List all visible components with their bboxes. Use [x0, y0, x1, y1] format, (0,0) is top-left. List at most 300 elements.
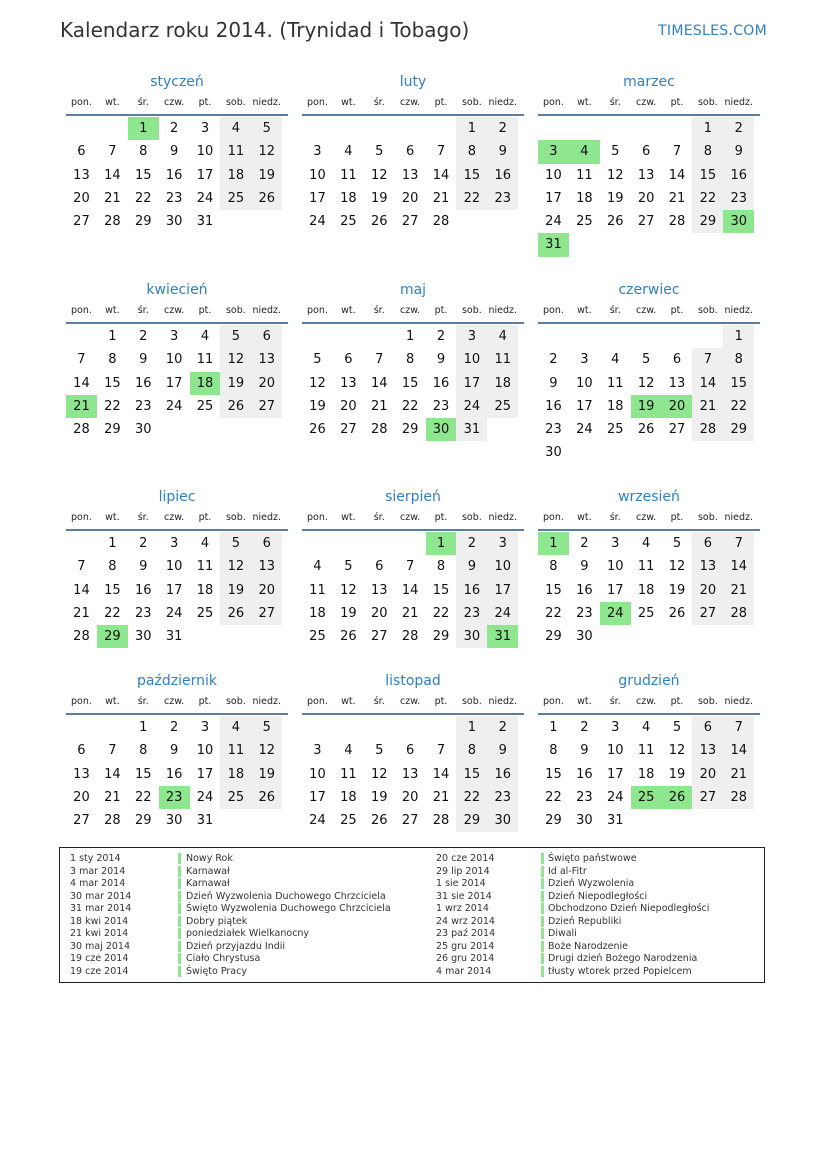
weekday-label: wt.: [577, 696, 592, 707]
day-cell: 14: [668, 167, 686, 183]
day-cell: 14: [692, 372, 723, 395]
days-grid: [302, 325, 524, 441]
day-cell: 8: [405, 352, 415, 368]
day-cell: 11: [340, 766, 357, 782]
day-cell: 15: [545, 766, 562, 782]
day-cell: 13: [73, 766, 90, 782]
day-cell: 19: [340, 605, 357, 621]
weekday-label: pt.: [434, 512, 448, 523]
day-cell: 22: [692, 187, 723, 210]
month-name: marzec: [623, 74, 675, 90]
day-cell: 18: [606, 398, 624, 414]
month-name: lipiec: [158, 489, 196, 505]
day-cell: 11: [220, 739, 251, 762]
weekday-label: sob.: [225, 696, 246, 707]
day-cell: 23: [487, 786, 518, 809]
day-cell: 5: [313, 352, 322, 368]
day-cell: 12: [637, 375, 655, 391]
day-cell: 3: [580, 352, 589, 368]
day-cell: 18: [637, 582, 655, 598]
day-cell: 24: [487, 602, 518, 625]
day-cell: 15: [104, 582, 121, 598]
day-cell: 30: [576, 629, 593, 645]
legend-holiday-name: Święto państwowe: [548, 853, 637, 864]
day-cell: 7: [108, 743, 117, 759]
day-cell: 9: [169, 144, 179, 160]
day-cell: 3: [169, 329, 179, 344]
day-cell: 21: [692, 395, 723, 418]
day-cell: 12: [309, 375, 326, 391]
weekday-label: niedz.: [724, 97, 754, 108]
holiday-day-cell: 21: [66, 395, 97, 418]
day-cell: 13: [401, 167, 419, 183]
day-cell: 7: [108, 144, 117, 160]
weekday-label: pon.: [71, 305, 92, 316]
day-cell: 9: [487, 739, 518, 762]
day-cell: 15: [723, 372, 754, 395]
day-cell: 23: [487, 187, 518, 210]
weekday-label: niedz.: [252, 512, 282, 523]
day-cell: 2: [169, 720, 179, 735]
day-cell: 14: [723, 739, 754, 762]
weekday-header: [66, 302, 288, 324]
day-cell: 28: [432, 214, 450, 230]
day-cell: 16: [432, 375, 450, 391]
day-cell: 30: [576, 813, 593, 829]
day-cell: 2: [456, 532, 487, 555]
day-cell: 15: [456, 164, 487, 187]
day-cell: 29: [134, 813, 152, 829]
month-block: [538, 281, 760, 465]
day-cell: 28: [723, 786, 754, 809]
day-cell: 15: [104, 375, 121, 391]
day-cell: 27: [251, 602, 282, 625]
day-cell: 19: [668, 766, 686, 782]
weekday-label: śr.: [137, 512, 149, 523]
day-cell: 2: [549, 352, 558, 368]
weekday-label: śr.: [137, 696, 149, 707]
day-cell: 9: [580, 559, 589, 575]
day-cell: 23: [723, 187, 754, 210]
day-cell: 2: [580, 536, 589, 551]
day-cell: 18: [637, 766, 655, 782]
day-cell: 30: [545, 445, 562, 461]
day-cell: 28: [73, 422, 90, 438]
day-cell: 22: [432, 605, 450, 621]
weekday-label: czw.: [400, 696, 421, 707]
day-cell: 19: [370, 789, 388, 805]
day-cell: 26: [309, 422, 326, 438]
day-cell: 4: [220, 716, 251, 739]
day-cell: 29: [545, 813, 562, 829]
weekday-label: pon.: [543, 696, 564, 707]
day-cell: 26: [637, 422, 655, 438]
day-cell: 4: [641, 720, 651, 735]
legend-holiday-name: Ciało Chrystusa: [186, 953, 261, 964]
day-cell: 6: [672, 352, 682, 368]
month-name: maj: [399, 282, 427, 298]
day-cell: 27: [668, 422, 686, 438]
day-cell: 29: [723, 418, 754, 441]
day-cell: 23: [432, 398, 450, 414]
weekday-label: sob.: [697, 305, 718, 316]
weekday-header: [538, 693, 760, 715]
day-cell: 13: [692, 555, 723, 578]
day-cell: 31: [196, 214, 214, 230]
day-cell: 31: [456, 418, 487, 441]
day-cell: 6: [375, 559, 384, 575]
day-cell: 27: [401, 214, 419, 230]
day-cell: 12: [668, 559, 686, 575]
day-cell: 17: [196, 766, 214, 782]
day-cell: 6: [405, 743, 415, 759]
month-block: [66, 73, 288, 233]
weekday-label: wt.: [577, 305, 592, 316]
day-cell: 16: [456, 579, 487, 602]
weekday-label: sob.: [697, 97, 718, 108]
day-cell: 24: [165, 398, 183, 414]
day-cell: 20: [251, 372, 282, 395]
day-cell: 2: [139, 536, 148, 551]
weekday-label: śr.: [609, 305, 621, 316]
legend-holiday-name: Święto Wyzwolenia Duchowego Chrzciciela: [186, 903, 391, 914]
weekday-label: niedz.: [488, 696, 518, 707]
legend-holiday-name: Diwali: [548, 928, 577, 939]
day-cell: 12: [220, 555, 251, 578]
day-cell: 13: [692, 739, 723, 762]
legend-names-left: [186, 853, 391, 978]
holiday-day-cell: 19: [631, 395, 662, 418]
day-cell: 24: [309, 214, 326, 230]
day-cell: 30: [134, 422, 152, 438]
month-block: [66, 281, 288, 441]
day-cell: 17: [606, 582, 624, 598]
legend-holiday-name: Obchodzono Dzień Niepodległości: [548, 903, 710, 914]
weekday-header: [66, 94, 288, 116]
day-cell: 25: [220, 786, 251, 809]
weekday-label: wt.: [105, 305, 120, 316]
legend-date: 1 sie 2014: [436, 878, 486, 889]
day-cell: 2: [487, 117, 518, 140]
day-cell: 19: [370, 190, 388, 206]
legend-date: 18 kwi 2014: [70, 915, 129, 927]
day-cell: 18: [487, 372, 518, 395]
holiday-day-cell: 24: [600, 602, 631, 625]
days-grid: [66, 532, 288, 648]
holiday-day-cell: 29: [97, 625, 128, 648]
day-cell: 14: [73, 375, 90, 391]
day-cell: 28: [104, 813, 121, 829]
day-cell: 6: [77, 743, 86, 759]
legend-holiday-name: Dzień Niepodległości: [548, 890, 648, 902]
days-grid: [538, 117, 760, 257]
day-cell: 3: [200, 720, 210, 735]
day-cell: 28: [668, 214, 686, 230]
day-cell: 22: [456, 187, 487, 210]
legend-date: 1 sty 2014: [70, 853, 121, 864]
day-cell: 16: [487, 763, 518, 786]
weekday-label: wt.: [341, 696, 356, 707]
day-cell: 25: [196, 605, 214, 621]
legend-dates-left: [70, 853, 131, 978]
legend-marker: [541, 953, 544, 964]
day-cell: 13: [637, 167, 655, 183]
day-cell: 20: [692, 579, 723, 602]
day-cell: 20: [251, 579, 282, 602]
day-cell: 25: [196, 398, 214, 414]
weekday-label: sob.: [697, 512, 718, 523]
day-cell: 4: [487, 325, 518, 348]
day-cell: 10: [165, 352, 183, 368]
legend-holiday-name: Święto Pracy: [186, 965, 247, 977]
day-cell: 1: [108, 536, 117, 551]
legend-date: 26 gru 2014: [436, 953, 495, 964]
day-cell: 28: [723, 602, 754, 625]
month-name: wrzesień: [618, 489, 680, 505]
weekday-label: wt.: [105, 512, 120, 523]
day-cell: 11: [196, 352, 214, 368]
day-cell: 20: [401, 190, 419, 206]
day-cell: 10: [545, 167, 562, 183]
day-cell: 18: [196, 582, 214, 598]
day-cell: 17: [487, 579, 518, 602]
weekday-label: czw.: [164, 97, 185, 108]
day-cell: 6: [251, 325, 282, 348]
legend-holiday-name: Drugi dzień Bożego Narodzenia: [548, 953, 698, 964]
day-cell: 30: [456, 625, 487, 648]
day-cell: 12: [251, 140, 282, 163]
day-cell: 8: [436, 559, 446, 575]
weekday-header: [66, 693, 288, 715]
day-cell: 2: [580, 720, 589, 735]
day-cell: 13: [73, 167, 90, 183]
day-cell: 20: [73, 190, 90, 206]
month-name: październik: [137, 673, 217, 689]
weekday-label: sob.: [461, 696, 482, 707]
weekday-label: śr.: [137, 305, 149, 316]
days-grid: [302, 532, 524, 648]
day-cell: 7: [77, 559, 86, 575]
day-cell: 8: [139, 144, 148, 160]
day-cell: 24: [309, 813, 326, 829]
day-cell: 4: [220, 117, 251, 140]
day-cell: 5: [220, 325, 251, 348]
day-cell: 30: [165, 214, 183, 230]
holiday-day-cell: 20: [662, 395, 693, 418]
day-cell: 13: [251, 348, 282, 371]
weekday-label: niedz.: [724, 305, 754, 316]
weekday-label: niedz.: [724, 512, 754, 523]
day-cell: 8: [456, 140, 487, 163]
day-cell: 17: [165, 375, 183, 391]
day-cell: 8: [108, 559, 117, 575]
day-cell: 5: [251, 716, 282, 739]
day-cell: 27: [73, 214, 90, 230]
month-block: [302, 672, 524, 832]
day-cell: 21: [370, 398, 388, 414]
legend-date: 23 paź 2014: [436, 928, 496, 939]
weekday-label: pt.: [198, 696, 212, 707]
day-cell: 3: [313, 743, 322, 759]
holiday-day-cell: 18: [190, 372, 221, 395]
day-cell: 27: [340, 422, 357, 438]
day-cell: 7: [375, 352, 384, 368]
day-cell: 14: [432, 766, 450, 782]
day-cell: 29: [134, 214, 152, 230]
day-cell: 10: [165, 559, 183, 575]
legend-marker: [178, 891, 181, 902]
legend-names-right: [548, 853, 709, 978]
day-cell: 24: [165, 605, 183, 621]
day-cell: 25: [487, 395, 518, 418]
day-cell: 1: [108, 329, 117, 344]
page-title: Kalendarz roku 2014. (Trynidad i Tobago): [60, 18, 470, 42]
day-cell: 5: [672, 536, 682, 551]
day-cell: 8: [549, 559, 558, 575]
weekday-label: wt.: [341, 512, 356, 523]
day-cell: 25: [220, 187, 251, 210]
day-cell: 28: [104, 214, 121, 230]
day-cell: 20: [73, 789, 90, 805]
day-cell: 28: [432, 813, 450, 829]
legend-marker: [178, 853, 181, 864]
day-cell: 24: [576, 422, 593, 438]
month-name: grudzień: [618, 673, 680, 689]
month-block: [66, 488, 288, 648]
weekday-label: pt.: [198, 305, 212, 316]
day-cell: 31: [606, 813, 624, 829]
legend-marker: [178, 953, 181, 964]
legend-date: 31 sie 2014: [436, 890, 492, 902]
day-cell: 7: [405, 559, 415, 575]
day-cell: 3: [313, 144, 322, 160]
weekday-label: pon.: [307, 97, 328, 108]
day-cell: 9: [139, 559, 148, 575]
day-cell: 18: [576, 190, 593, 206]
legend-date: 19 cze 2014: [70, 953, 129, 964]
day-cell: 12: [340, 582, 357, 598]
day-cell: 3: [611, 720, 620, 735]
day-cell: 24: [545, 214, 562, 230]
days-grid: [66, 716, 288, 832]
weekday-label: czw.: [636, 305, 657, 316]
brand-link[interactable]: TIMESLES.COM: [658, 23, 767, 39]
day-cell: 5: [220, 532, 251, 555]
day-cell: 22: [104, 398, 121, 414]
day-cell: 21: [668, 190, 686, 206]
day-cell: 1: [456, 117, 487, 140]
day-cell: 14: [104, 766, 121, 782]
legend-marker: [178, 866, 181, 877]
holiday-day-cell: 4: [569, 140, 600, 163]
holiday-day-cell: 31: [538, 233, 569, 256]
weekday-label: śr.: [137, 97, 149, 108]
legend-holiday-name: Boże Narodzenie: [548, 940, 628, 952]
legend-holiday-name: Karnawał: [186, 865, 230, 877]
legend-date: 30 maj 2014: [70, 940, 131, 952]
day-cell: 7: [723, 716, 754, 739]
day-cell: 15: [432, 582, 450, 598]
legend-holiday-name: Id al-Fitr: [548, 865, 587, 877]
weekday-label: śr.: [373, 97, 385, 108]
day-cell: 10: [606, 559, 624, 575]
day-cell: 19: [251, 164, 282, 187]
day-cell: 25: [309, 629, 326, 645]
legend-date: 25 gru 2014: [436, 940, 495, 952]
weekday-label: sob.: [225, 305, 246, 316]
weekday-label: pt.: [198, 97, 212, 108]
month-name: czerwiec: [618, 282, 680, 298]
weekday-label: pt.: [670, 512, 684, 523]
day-cell: 16: [545, 398, 562, 414]
day-cell: 25: [340, 214, 357, 230]
day-cell: 15: [692, 164, 723, 187]
legend-marker: [178, 928, 181, 939]
weekday-label: pon.: [71, 97, 92, 108]
day-cell: 7: [672, 144, 682, 160]
day-cell: 14: [401, 582, 419, 598]
legend-marker: [541, 928, 544, 939]
day-cell: 14: [104, 167, 121, 183]
day-cell: 6: [641, 144, 651, 160]
day-cell: 10: [606, 743, 624, 759]
day-cell: 1: [456, 716, 487, 739]
legend-marker: [178, 903, 181, 914]
day-cell: 16: [487, 164, 518, 187]
day-cell: 18: [309, 605, 326, 621]
day-cell: 30: [165, 813, 183, 829]
weekday-label: pon.: [307, 305, 328, 316]
holiday-day-cell: 3: [538, 140, 569, 163]
weekday-label: pt.: [434, 97, 448, 108]
weekday-label: sob.: [461, 512, 482, 523]
day-cell: 24: [606, 789, 624, 805]
legend-holiday-name: Dzień Wyzwolenia: [548, 878, 635, 889]
weekday-header: [538, 302, 760, 324]
day-cell: 11: [340, 167, 357, 183]
weekday-label: pt.: [434, 696, 448, 707]
weekday-label: wt.: [341, 97, 356, 108]
days-grid: [302, 716, 524, 832]
day-cell: 9: [580, 743, 589, 759]
month-name: kwiecień: [146, 282, 208, 298]
day-cell: 17: [196, 167, 214, 183]
weekday-label: śr.: [609, 97, 621, 108]
weekday-label: śr.: [373, 696, 385, 707]
legend-holiday-name: Dobry piątek: [186, 915, 248, 927]
day-cell: 25: [637, 605, 655, 621]
holiday-day-cell: 30: [426, 418, 457, 441]
day-cell: 21: [73, 605, 90, 621]
legend-marker: [178, 966, 181, 977]
day-cell: 20: [340, 398, 357, 414]
days-grid: [302, 117, 524, 233]
month-name: styczeń: [150, 74, 204, 90]
day-cell: 4: [344, 743, 353, 759]
days-grid: [538, 532, 760, 648]
legend-date: 24 wrz 2014: [436, 915, 495, 927]
weekday-label: niedz.: [252, 696, 282, 707]
day-cell: 6: [77, 144, 86, 160]
day-cell: 16: [134, 582, 152, 598]
day-cell: 9: [456, 555, 487, 578]
day-cell: 21: [401, 605, 419, 621]
weekday-label: czw.: [636, 97, 657, 108]
day-cell: 26: [370, 813, 388, 829]
weekday-label: czw.: [400, 512, 421, 523]
day-cell: 2: [139, 329, 148, 344]
legend-marker: [541, 891, 544, 902]
